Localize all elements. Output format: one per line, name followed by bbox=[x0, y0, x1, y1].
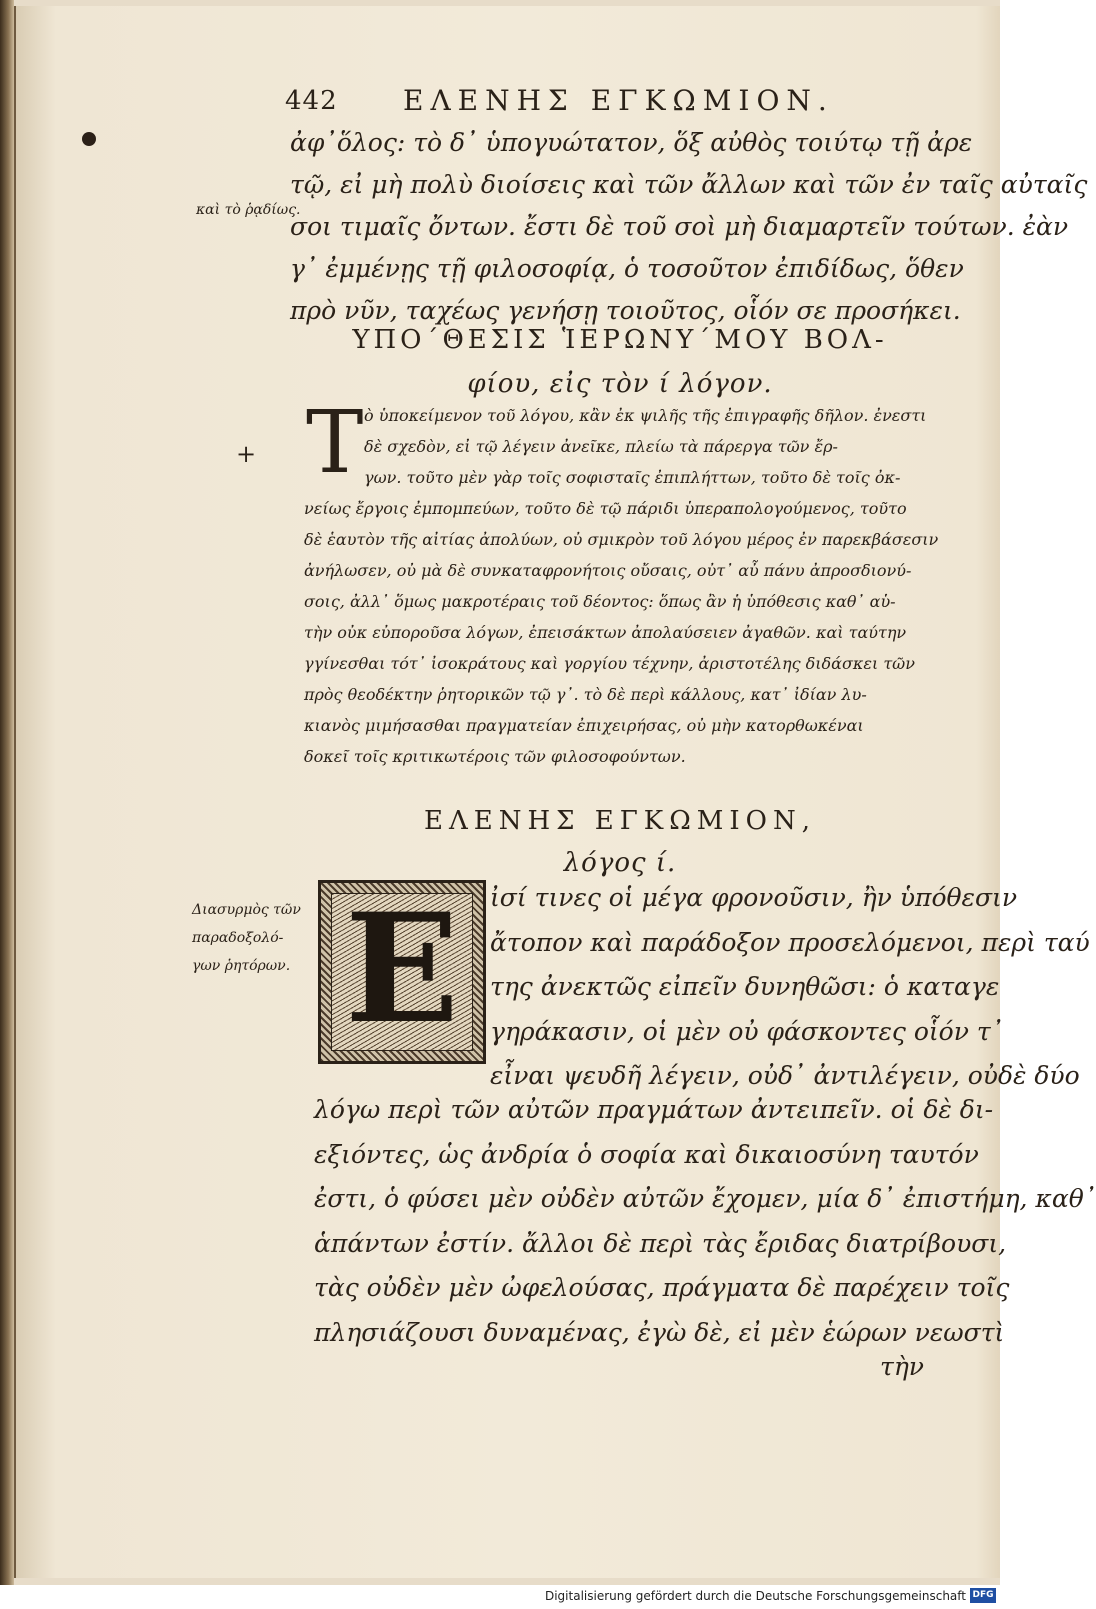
text-line: κιανὸς μιμήσασθαι πραγματείαν ἐπιχειρήσας, οὐ μὴν κατορθωκέναι bbox=[304, 716, 864, 735]
text-line: γηράκασιν, οἱ μὲν οὐ φάσκοντες οἷόν τ᾽ bbox=[490, 1016, 1004, 1046]
plus-mark: + bbox=[236, 440, 257, 468]
margin-note-line: Διασυρμὸς τῶν bbox=[192, 902, 301, 918]
text-line: ἀνήλωσεν, οὐ μὰ δὲ συνκαταφρονήτοις οὔσαις, οὐτ᾽ αὖ πάνυ ἀπροσδιονύ- bbox=[304, 561, 912, 580]
catchword: τὴν bbox=[880, 1352, 925, 1381]
text-line: δὲ ἑαυτὸν τῆς αἰτίας ἀπολύων, οὐ σμικρὸν τοῦ λόγου μέρος ἐν παρεκβάσεσιν bbox=[304, 530, 939, 549]
text-line: σοις, ἀλλ᾽ ὅμως μακροτέραις τοῦ δέοντος: ὅπως ἂν ἡ ὑπόθεσις καθ᾽ αὑ- bbox=[304, 592, 896, 611]
text-line: γων. τοῦτο μὲν γὰρ τοῖς σοφισταῖς ἐπιπλήττων, τοῦτο δὲ τοῖς ὀκ- bbox=[364, 468, 901, 487]
text-line: της ἀνεκτῶς εἰπεῖν δυνηθῶσι: ὁ καταγε bbox=[490, 972, 1000, 1002]
drop-cap-letter: Τ bbox=[306, 393, 364, 493]
dfg-logo: DFG bbox=[970, 1588, 996, 1603]
text-line: γγίνεσθαι τότ᾽ ἰσοκράτους καὶ γοργίου τέχνην, ἀριστοτέλης διδάσκει τῶν bbox=[304, 654, 915, 673]
page-header bbox=[285, 84, 925, 124]
oration-text-beside-initial bbox=[490, 876, 1090, 1099]
text-line: τὰς οὐδὲν μὲν ὠφελούσας, πράγματα δὲ παρέχειν τοῖς bbox=[314, 1273, 1010, 1303]
text-line: πλησιάζουσι δυναμένας, ἐγὼ δὲ, εἰ μὲν ἑώρων νεωστὶ bbox=[314, 1317, 1005, 1347]
text-line: ὸ ὑποκείμενον τοῦ λόγου, κἂν ἐκ ψιλῆς τῆς ἐπιγραφῆς δῆλον. ἐνεστι bbox=[364, 406, 927, 425]
opening-paragraph bbox=[290, 122, 1088, 332]
text-line: ἐστι, ὁ φύσει μὲν οὐδὲν αὐτῶν ἔχομεν, μία δ᾽ ἐπιστήμη, καθ᾽ bbox=[314, 1184, 1096, 1214]
text-line: δοκεῖ τοῖς κριτικωτέροις τῶν φιλοσοφούντων. bbox=[304, 747, 686, 766]
text-line: νείως ἔργοις ἐμπομπεύων, τοῦτο δὲ τῷ πάριδι ὑπεραπολογούμενος, τοῦτο bbox=[304, 499, 907, 518]
text-line: ἀφ᾽ὅλος: τὸ δ᾽ ὑπογυώτατον, ὅξ αὐθὸς τοιύτῳ τῇ ἀρε bbox=[290, 128, 973, 157]
text-line: πρὸς θεοδέκτην ῥητορικῶν τῷ γ᾽. τὸ δὲ περὶ κάλλους, κατ᾽ ἰδίαν λυ- bbox=[304, 685, 867, 704]
text-line: γ᾽ ἐμμένῃς τῇ φιλοσοφίᾳ, ὁ τοσοῦτον ἐπιδίδως, ὅθεν bbox=[290, 254, 964, 283]
text-line: σοι τιμαῖς ὄντων. ἔστι δὲ τοῦ σοὶ μὴ διαμαρτεῖν τούτων. ἐὰν bbox=[290, 212, 1069, 241]
text-line: λόγω περὶ τῶν αὐτῶν πραγμάτων ἀντειπεῖν. οἱ δὲ δι- bbox=[314, 1095, 994, 1124]
running-head: ΕΛΕΝΗΣ ΕΓΚΩΜΙΟΝ. bbox=[403, 84, 834, 117]
oration-text bbox=[314, 1088, 1096, 1356]
hypothesis-title bbox=[300, 318, 940, 406]
text-line: ἰσί τινες οἱ μέγα φρονοῦσιν, ἢν ὑπόθεσιν bbox=[490, 883, 1018, 912]
text-line: εἶναι ψευδῆ λέγειν, οὐδ᾽ ἀντιλέγειν, οὐδὲ δύο bbox=[490, 1061, 1080, 1091]
hypothesis-title-line2: φίου, εἰς τὸν ί λόγον. bbox=[467, 369, 773, 399]
book-gutter bbox=[0, 0, 14, 1585]
text-line: ἄτοπον καὶ παράδοξον προσελόμενοι, περὶ ταύ bbox=[490, 927, 1090, 957]
text-line: δὲ σχεδὸν, εἰ τῷ λέγειν ἀνεῖκε, πλείω τὰ πάρεργα τῶν ἔρ- bbox=[364, 437, 838, 456]
oration-title bbox=[300, 800, 940, 884]
initial-letter: E bbox=[344, 881, 460, 1057]
hypothesis-title-line1: ΥΠΟ΄ΘΕΣΙΣ ἹΕΡΩΝΥ΄ΜΟΥ ΒΟΛ- bbox=[352, 325, 888, 355]
margin-note-2 bbox=[192, 896, 322, 980]
page-number: 442 bbox=[285, 86, 338, 116]
bullet-mark bbox=[82, 132, 96, 146]
footer-bar bbox=[0, 1585, 1000, 1609]
margin-note-line: γων ῥητόρων. bbox=[192, 958, 291, 974]
funding-credit: Digitalisierung gefördert durch die Deutsche Forschungsgemeinschaft bbox=[544, 1589, 966, 1603]
text-line: πρὸ νῦν, ταχέως γενήσῃ τοιοῦτος, οἷόν σε προσήκει. bbox=[290, 296, 961, 325]
text-line: ἁπάντων ἐστίν. ἄλλοι δὲ περὶ τὰς ἔριδας διατρίβουσι, bbox=[314, 1228, 1007, 1258]
oration-title-line1: ΕΛΕΝΗΣ ΕΓΚΩΜΙΟΝ, bbox=[423, 806, 817, 836]
text-line: τῷ, εἰ μὴ πολὺ διοίσεις καὶ τῶν ἄλλων καὶ τῶν ἐν ταῖς αὐταῖς bbox=[290, 170, 1088, 199]
margin-note-line: παραδοξολό- bbox=[192, 930, 284, 946]
margin-note-1: καὶ τὸ ῥᾳδίως. bbox=[196, 202, 301, 218]
decorated-initial bbox=[318, 880, 486, 1064]
hypothesis-body bbox=[304, 393, 944, 772]
text-line: τὴν οὐκ εὐποροῦσα λόγων, ἐπεισάκτων ἀπολαύσειεν ἀγαθῶν. καὶ ταύτην bbox=[304, 623, 907, 642]
oration-title-line2: λόγος ί. bbox=[563, 848, 677, 878]
text-line: εξιόντες, ὡς ἀνδρία ὁ σοφία καὶ δικαιοσύνη ταυτόν bbox=[314, 1139, 979, 1169]
